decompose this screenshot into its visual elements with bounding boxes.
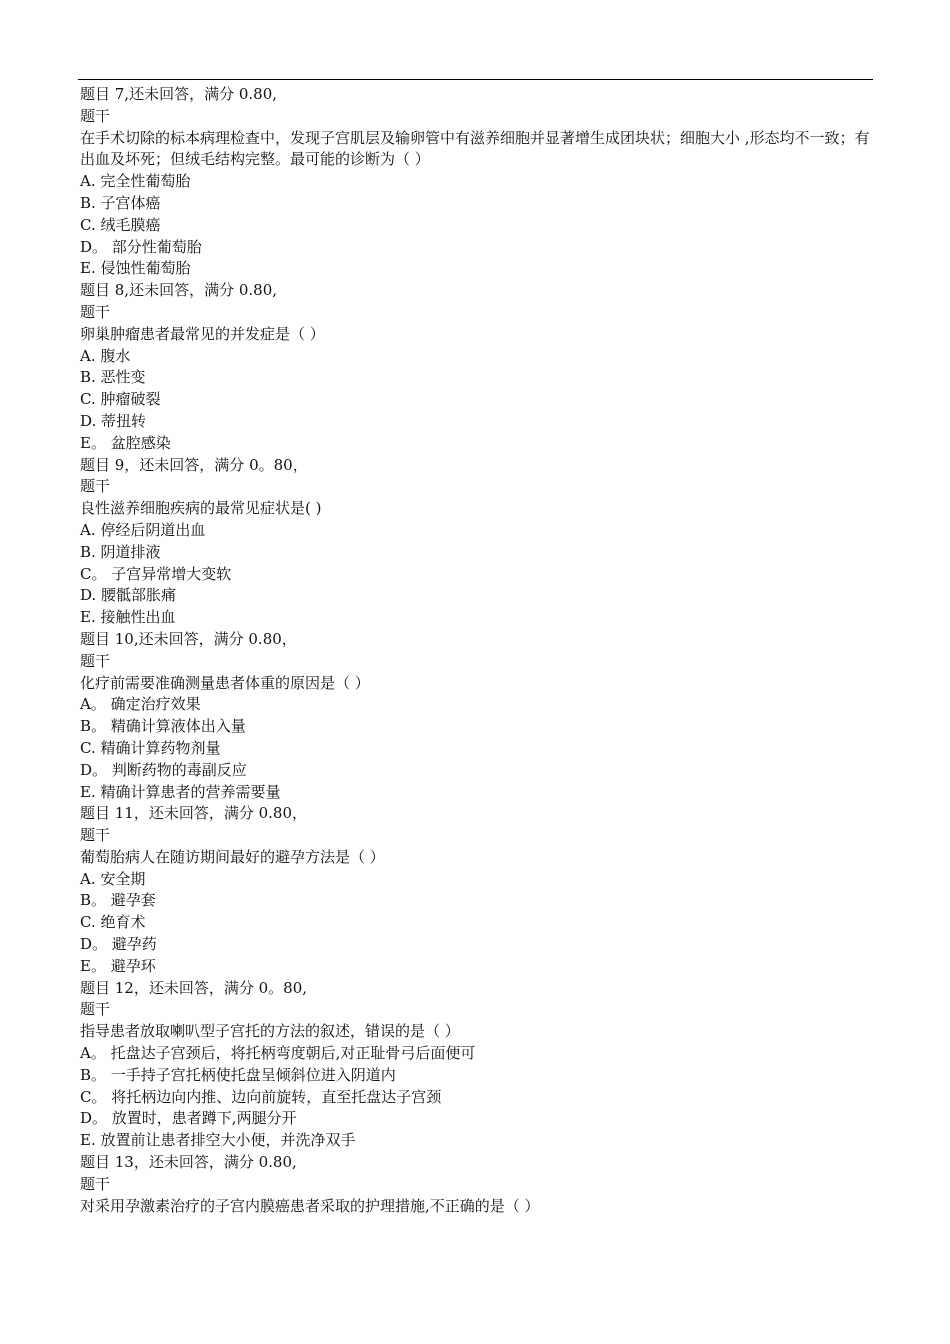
option-d[interactable]: D。 部分性葡萄胎 [80, 237, 202, 256]
option-a[interactable]: A. 安全期 [80, 869, 146, 888]
question-block [80, 84, 875, 280]
question-stem: 葡萄胎病人在随访期间最好的避孕方法是（ ） [80, 847, 385, 866]
option-c[interactable]: C. 绒毛膜癌 [80, 215, 161, 234]
question-stem: 卵巢肿瘤患者最常见的并发症是（ ） [80, 324, 325, 343]
option-c[interactable]: C. 绝育术 [80, 913, 146, 932]
option-e[interactable]: E。 盆腔感染 [80, 433, 171, 452]
question-block [80, 803, 875, 977]
question-header: 题目 7,还未回答，满分 0.80, [80, 85, 278, 103]
question-block [80, 1152, 875, 1217]
option-d[interactable]: D。 避孕药 [80, 935, 157, 954]
header-rule [78, 79, 873, 80]
question-block [80, 629, 875, 803]
option-e[interactable]: E. 放置前让患者排空大小便，并洗净双手 [80, 1131, 356, 1150]
stem-label: 题干 [80, 826, 111, 845]
option-d[interactable]: D。 放置时，患者蹲下,两腿分开 [80, 1109, 297, 1128]
option-a[interactable]: A. 腹水 [80, 346, 131, 365]
option-e[interactable]: E. 精确计算患者的营养需要量 [80, 782, 281, 801]
option-b[interactable]: B。 精确计算液体出入量 [80, 717, 246, 736]
question-header: 题目 12，还未回答，满分 0。80, [80, 978, 308, 997]
option-a[interactable]: A. 完全性葡萄胎 [80, 172, 191, 191]
question-stem: 化疗前需要准确测量患者体重的原因是（ ） [80, 673, 370, 692]
stem-label: 题干 [80, 477, 111, 496]
question-header: 题目 13，还未回答，满分 0.80, [80, 1153, 297, 1172]
stem-label: 题干 [80, 106, 111, 125]
option-b[interactable]: B. 恶性变 [80, 368, 146, 387]
stem-label: 题干 [80, 302, 111, 321]
question-header: 题目 8,还未回答，满分 0.80, [80, 281, 278, 300]
option-a[interactable]: A。 托盘达子宫颈后，将托柄弯度朝后,对正耻骨弓后面便可 [80, 1044, 476, 1063]
question-stem: 指导患者放取喇叭型子宫托的方法的叙述，错误的是（ ） [80, 1022, 460, 1041]
question-block [80, 455, 875, 629]
question-stem: 对采用孕激素治疗的子宫内膜癌患者采取的护理措施,不正确的是（ ） [80, 1196, 540, 1215]
option-b[interactable]: B。 避孕套 [80, 891, 156, 910]
option-e[interactable]: E. 接触性出血 [80, 608, 176, 627]
option-e[interactable]: E. 侵蚀性葡萄胎 [80, 259, 191, 278]
question-stem: 良性滋养细胞疾病的最常见症状是( ) [80, 499, 322, 518]
option-c[interactable]: C。 子宫异常增大变软 [80, 564, 232, 583]
option-e[interactable]: E。 避孕环 [80, 956, 156, 975]
option-c[interactable]: C。 将托柄边向内推、边向前旋转，直至托盘达子宫颈 [80, 1087, 442, 1106]
option-c[interactable]: C. 精确计算药物剂量 [80, 738, 221, 757]
stem-label: 题干 [80, 1000, 111, 1019]
option-d[interactable]: D. 蒂扭转 [80, 411, 147, 430]
question-block [80, 280, 875, 454]
option-b[interactable]: B. 阴道排液 [80, 542, 161, 561]
option-c[interactable]: C. 肿瘤破裂 [80, 390, 161, 409]
option-b[interactable]: B。 一手持子宫托柄使托盘呈倾斜位进入阴道内 [80, 1065, 396, 1084]
question-block [80, 978, 875, 1152]
option-d[interactable]: D. 腰骶部胀痛 [80, 586, 177, 605]
question-header: 题目 9，还未回答，满分 0。80， [80, 455, 308, 474]
question-stem: 在手术切除的标本病理检查中，发现子宫肌层及输卵管中有滋养细胞并显著增生成团块状；细胞大小 ,形态均不一致；有出血及坏死；但绒毛结构完整。最可能的诊断为（ ） [80, 128, 870, 169]
question-header: 题目 10,还未回答，满分 0.80， [80, 629, 297, 648]
stem-label: 题干 [80, 1174, 111, 1193]
option-d[interactable]: D。 判断药物的毒副反应 [80, 760, 247, 779]
question-header: 题目 11，还未回答，满分 0.80， [80, 804, 308, 823]
stem-label: 题干 [80, 651, 111, 670]
question-list [80, 84, 875, 1217]
option-b[interactable]: B. 子宫体癌 [80, 193, 161, 212]
option-a[interactable]: A. 停经后阴道出血 [80, 520, 206, 539]
option-a[interactable]: A。 确定治疗效果 [80, 695, 201, 714]
